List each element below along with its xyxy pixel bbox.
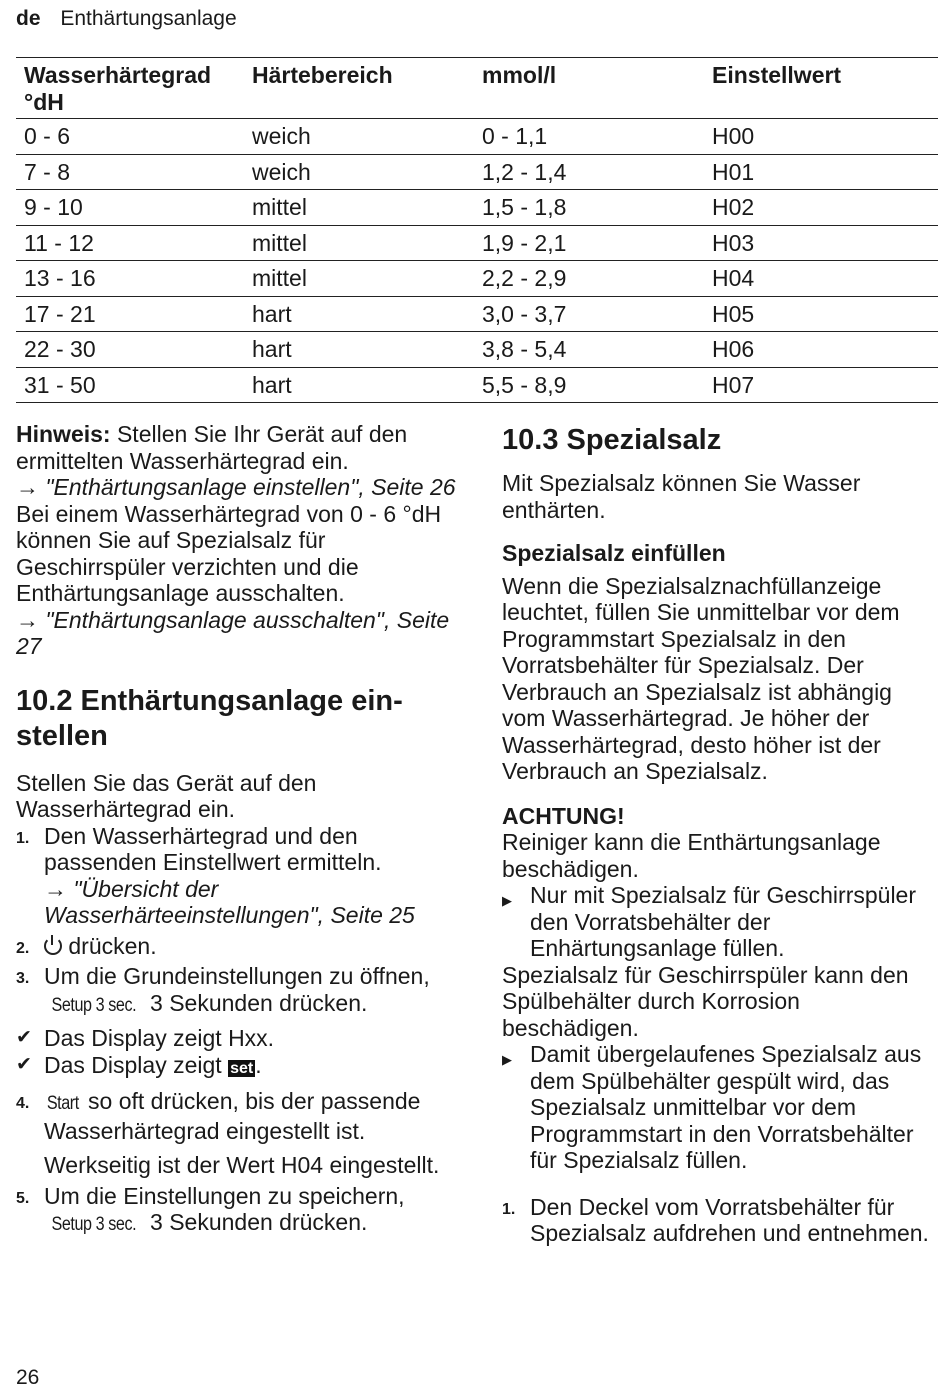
intro-text: Mit Spezialsalz können Sie Wasser enthärten.: [502, 470, 861, 523]
table-cell: 0 - 6: [16, 119, 244, 155]
right-column: [502, 421, 937, 1247]
table-cell: H02: [704, 190, 938, 226]
header-title: Enthärtungsanlage: [60, 7, 237, 30]
table-header: mmol/l: [474, 58, 704, 119]
table-header: Einstellwert: [704, 58, 938, 119]
table-cell: H06: [704, 332, 938, 368]
table-row: [16, 367, 938, 403]
table-cell: H01: [704, 154, 938, 190]
table-cell: hart: [244, 367, 474, 403]
warning-title: ACHTUNG!: [502, 802, 625, 829]
table-cell: 11 - 12: [16, 225, 244, 261]
note: Werkseitig ist der Wert H04 eingestellt.: [44, 1152, 440, 1178]
table-cell: 1,5 - 1,8: [474, 190, 704, 226]
checkmark-icon: ✔: [16, 1053, 32, 1075]
table-cell: H05: [704, 296, 938, 332]
hint-label: Hinweis:: [16, 421, 111, 447]
intro-text: Stellen Sie das Gerät auf den Wasserhärtegrad ein.: [16, 769, 317, 822]
bullet-icon: ▶: [502, 893, 512, 908]
table-cell: 2,2 - 2,9: [474, 261, 704, 297]
cross-reference[interactable]: → "Enthärtungsanlage ausschalten", Seite 27: [16, 606, 450, 659]
water-hardness-table: [16, 57, 938, 403]
list-item: ✔ Das Display zeigt Hxx.: [16, 1025, 275, 1051]
list-item: 5. Um die Einstellungen zu speichern, Setup 3 sec. 3 Sekunden drücken.: [16, 1183, 466, 1239]
list-item: 1. Den Deckel vom Vorratsbehälter für Spezialsalz aufdrehen und entnehmen.: [502, 1193, 929, 1246]
hint-text: Stellen Sie Ihr Gerät auf den ermittelten Wasserhärtegrad ein.: [16, 421, 408, 474]
page-number: 26: [16, 1366, 40, 1389]
list-item: 1. Den Wasserhärtegrad und den passenden Einstellwert ermitteln. → "Übersicht der Wasserhärteeinstellungen", Seite 25: [16, 822, 415, 928]
table-cell: H00: [704, 119, 938, 155]
table-cell: 3,0 - 3,7: [474, 296, 704, 332]
table-cell: hart: [244, 332, 474, 368]
setup-button-label: Setup 3 sec.: [51, 994, 137, 1016]
table-header: Härtebereich: [244, 58, 474, 119]
warning-text: Spezialsalz für Geschirrspüler kann den Spülbehälter durch Korrosion beschädigen.: [502, 961, 909, 1041]
sub-heading: Spezialsalz einfüllen: [502, 540, 726, 566]
table-cell: 5,5 - 8,9: [474, 367, 704, 403]
table-row: [16, 296, 938, 332]
list-item: 2. drücken.: [16, 932, 157, 959]
table-row: [16, 332, 938, 368]
start-button-label: Start: [46, 1093, 79, 1114]
table-row: [16, 225, 938, 261]
page-header: [16, 7, 237, 31]
list-item: 3. Um die Grundeinstellungen zu öffnen, Setup 3 sec. 3 Sekunden drücken.: [16, 963, 466, 1019]
table-row: [16, 190, 938, 226]
set-display-label: set: [230, 1059, 254, 1077]
bullet-icon: ▶: [502, 1052, 512, 1067]
section-heading: 10.3 Spezialsalz: [502, 424, 722, 456]
section-heading: 10.2 Enthärtungsanlage ein-stellen: [16, 684, 403, 752]
paragraph: Bei einem Wasserhärtegrad von 0 - 6 °dH können Sie auf Spezialsalz für Geschirrspüler verzichten und die Enthärtungsanlage ausschalten.: [16, 500, 442, 606]
bullet-item: ▶ Nur mit Spezialsalz für Geschirrspüler den Vorratsbehälter der Enhärtungsanlage füllen.: [502, 882, 917, 961]
table-row: [16, 261, 938, 297]
table-cell: 1,2 - 1,4: [474, 154, 704, 190]
table-cell: 9 - 10: [16, 190, 244, 226]
table-cell: H03: [704, 225, 938, 261]
table-cell: H04: [704, 261, 938, 297]
table-row: [16, 154, 938, 190]
bullet-item: ▶ Damit übergelaufenes Spezialsalz aus dem Spülbehälter gespült wird, das Spezialsalz unmittelbar vor dem Programmstart in den Vorratsbehälter für Spezialsalz füllen.: [502, 1041, 922, 1173]
cross-reference[interactable]: → "Übersicht der Wasserhärteeinstellungen", Seite 25: [44, 875, 415, 928]
cross-reference[interactable]: → "Enthärtungsanlage einstellen", Seite 26: [16, 474, 456, 500]
table-header: Wasserhärtegrad °dH: [16, 58, 244, 119]
table-row: [16, 119, 938, 155]
setup-button-label: Setup 3 sec.: [51, 1214, 137, 1235]
language-code: de: [16, 7, 41, 30]
table-cell: 13 - 16: [16, 261, 244, 297]
table-cell: mittel: [244, 225, 474, 261]
power-icon: [44, 937, 62, 955]
table-cell: 17 - 21: [16, 296, 244, 332]
hint: [16, 421, 466, 474]
table-cell: hart: [244, 296, 474, 332]
paragraph: Wenn die Spezialsalznachfüllanzeige leuchtet, füllen Sie unmittelbar vor dem Programmstart Spezialsalz in den Vorratsbehälter für Spezialsalz. Der Verbrauch an Spezialsalz ist abhängig vom Wasserhärtegrad. Je höher der Wasserhärtegrad, desto höher ist der Verbrauch an Spezialsalz.: [502, 572, 900, 784]
table-cell: 1,9 - 2,1: [474, 225, 704, 261]
table-cell: 31 - 50: [16, 367, 244, 403]
table-cell: H07: [704, 367, 938, 403]
table-cell: weich: [244, 154, 474, 190]
table-cell: 7 - 8: [16, 154, 244, 190]
table-cell: mittel: [244, 190, 474, 226]
table-cell: 22 - 30: [16, 332, 244, 368]
table-cell: 3,8 - 5,4: [474, 332, 704, 368]
left-column: [16, 421, 466, 1239]
warning-text: Reiniger kann die Enthärtungsanlage beschädigen.: [502, 829, 881, 882]
steps-list: [16, 823, 466, 1239]
checkmark-icon: ✔: [16, 1027, 32, 1048]
list-item: 4. Start so oft drücken, bis der passende Wasserhärtegrad eingestellt ist. Werkseitig ist der Wert H04 eingestellt.: [16, 1088, 466, 1179]
table-cell: mittel: [244, 261, 474, 297]
table-cell: 0 - 1,1: [474, 119, 704, 155]
table-cell: weich: [244, 119, 474, 155]
list-item: ✔ Das Display zeigt set.: [16, 1051, 262, 1078]
